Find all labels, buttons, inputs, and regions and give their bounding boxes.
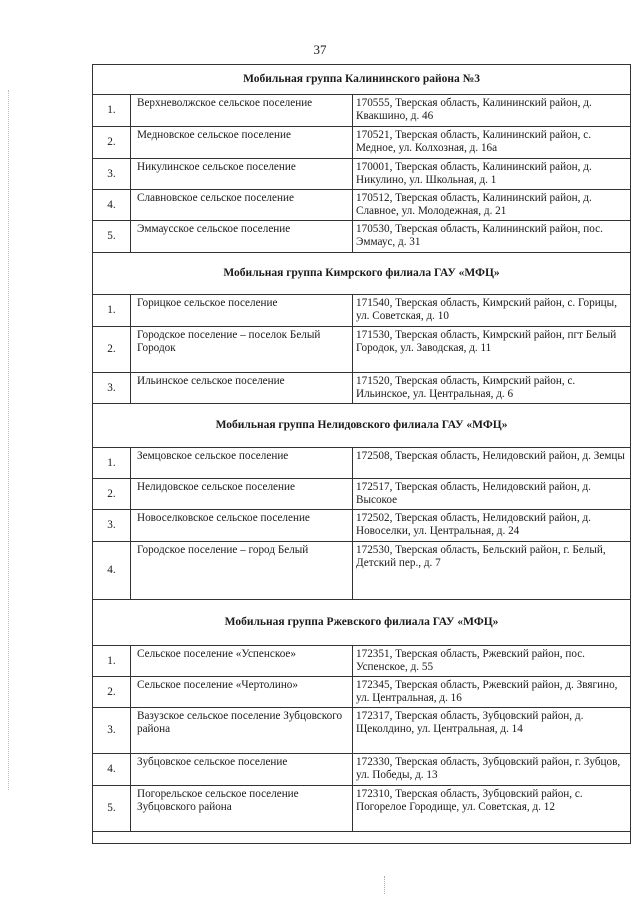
settlement-name: Горицкое сельское поселение	[131, 295, 353, 327]
settlement-address: 170001, Тверская область, Калининский район, д. Никулино, ул. Школьная, д. 1	[353, 159, 631, 190]
settlement-name: Сельское поселение «Успенское»	[131, 646, 353, 677]
group-title: Мобильная группа Калининского района №3	[93, 65, 631, 95]
row-number: 2.	[93, 127, 131, 159]
settlement-address: 172351, Тверская область, Ржевский район, пос. Успенское, д. 55	[353, 646, 631, 677]
row-number: 3.	[93, 708, 131, 754]
row-number: 3.	[93, 159, 131, 190]
table-row	[93, 159, 631, 190]
settlement-name: Медновское сельское поселение	[131, 127, 353, 159]
table-row	[93, 646, 631, 677]
group-header	[93, 404, 631, 448]
settlement-address: 170512, Тверская область, Калининский район, д. Славное, ул. Молодежная, д. 21	[353, 190, 631, 221]
row-number: 2.	[93, 479, 131, 510]
table-row	[93, 448, 631, 479]
table-row	[93, 190, 631, 221]
settlement-address: 172317, Тверская область, Зубцовский район, д. Щеколдино, ул. Центральная, д. 14	[353, 708, 631, 754]
table-row	[93, 542, 631, 600]
row-number: 1.	[93, 448, 131, 479]
settlement-name: Верхневолжское сельское поселение	[131, 95, 353, 127]
group-title: Мобильная группа Нелидовского филиала ГАУ «МФЦ»	[93, 404, 631, 448]
settlement-address: 170530, Тверская область, Калининский район, пос. Эммаус, д. 31	[353, 221, 631, 253]
empty-cell	[93, 832, 631, 844]
row-number: 2.	[93, 677, 131, 708]
settlement-address: 172502, Тверская область, Нелидовский район, д. Новоселки, ул. Центральная, д. 24	[353, 510, 631, 542]
settlement-name: Вазузское сельское поселение Зубцовского района	[131, 708, 353, 754]
settlement-name: Городское поселение – поселок Белый Городок	[131, 327, 353, 373]
scan-mark	[384, 876, 386, 894]
row-number: 1.	[93, 646, 131, 677]
settlement-address: 172345, Тверская область, Ржевский район, д. Звягино, ул. Центральная, д. 16	[353, 677, 631, 708]
row-number: 1.	[93, 295, 131, 327]
row-number: 4.	[93, 754, 131, 786]
settlement-address: 170555, Тверская область, Калининский район, д. Квакшино, д. 46	[353, 95, 631, 127]
table-row	[93, 510, 631, 542]
table-row	[93, 754, 631, 786]
table-row	[93, 373, 631, 404]
settlement-address: 170521, Тверская область, Калининский район, с. Медное, ул. Колхозная, д. 16а	[353, 127, 631, 159]
page-number: 37	[313, 42, 327, 57]
settlement-name: Сельское поселение «Чертолино»	[131, 677, 353, 708]
settlement-address: 172508, Тверская область, Нелидовский район, д. Земцы	[353, 448, 631, 479]
settlement-name: Эммаусское сельское поселение	[131, 221, 353, 253]
settlement-name: Городское поселение – город Белый	[131, 542, 353, 600]
settlement-address: 172330, Тверская область, Зубцовский район, г. Зубцов, ул. Победы, д. 13	[353, 754, 631, 786]
row-number: 2.	[93, 327, 131, 373]
settlement-address: 171520, Тверская область, Кимрский район, с. Ильинское, ул. Центральная, д. 6	[353, 373, 631, 404]
table-row	[93, 677, 631, 708]
table-row	[93, 327, 631, 373]
settlement-name: Нелидовское сельское поселение	[131, 479, 353, 510]
group-header	[93, 253, 631, 295]
settlement-name: Новоселковское сельское поселение	[131, 510, 353, 542]
group-title: Мобильная группа Ржевского филиала ГАУ «МФЦ»	[93, 600, 631, 646]
row-number: 5.	[93, 221, 131, 253]
settlement-address: 171530, Тверская область, Кимрский район, пгт Белый Городок, ул. Заводская, д. 11	[353, 327, 631, 373]
settlement-name: Зубцовское сельское поселение	[131, 754, 353, 786]
settlement-address: 172530, Тверская область, Бельский район, г. Белый, Детский пер., д. 7	[353, 542, 631, 600]
table-row	[93, 295, 631, 327]
row-number: 3.	[93, 373, 131, 404]
settlement-address: 171540, Тверская область, Кимрский район, с. Горицы, ул. Советская, д. 10	[353, 295, 631, 327]
group-header	[93, 600, 631, 646]
table-row	[93, 221, 631, 253]
settlement-name: Погорельское сельское поселение Зубцовского района	[131, 786, 353, 832]
row-number: 1.	[93, 95, 131, 127]
table-row	[93, 479, 631, 510]
settlement-address: 172517, Тверская область, Нелидовский район, д. Высокое	[353, 479, 631, 510]
table-row	[93, 95, 631, 127]
scan-margin-marks	[8, 90, 11, 790]
group-header	[93, 65, 631, 95]
settlement-name: Никулинское сельское поселение	[131, 159, 353, 190]
row-number: 3.	[93, 510, 131, 542]
settlement-address: 172310, Тверская область, Зубцовский район, с. Погорелое Городище, ул. Советская, д. 12	[353, 786, 631, 832]
row-number: 4.	[93, 190, 131, 221]
mobile-groups-table	[92, 64, 631, 844]
row-number: 4.	[93, 542, 131, 600]
row-number: 5.	[93, 786, 131, 832]
group-title: Мобильная группа Кимрского филиала ГАУ «МФЦ»	[93, 253, 631, 295]
settlement-name: Земцовское сельское поселение	[131, 448, 353, 479]
table-row	[93, 786, 631, 832]
settlement-name: Ильинское сельское поселение	[131, 373, 353, 404]
table-row	[93, 708, 631, 754]
table-end-row	[93, 832, 631, 844]
settlement-name: Славновское сельское поселение	[131, 190, 353, 221]
table-row	[93, 127, 631, 159]
